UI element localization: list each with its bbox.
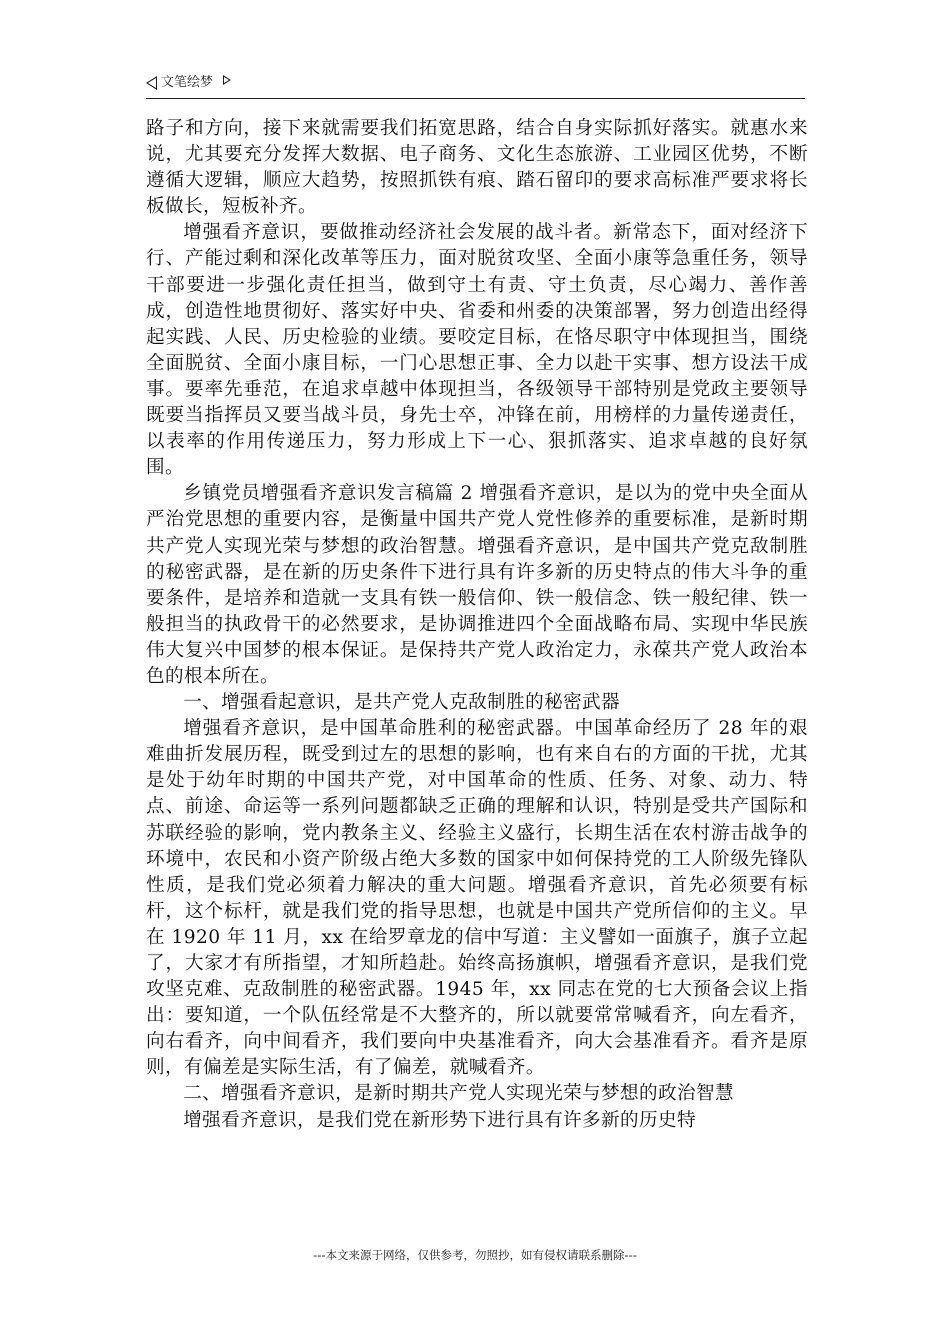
header-inner: [146, 74, 231, 92]
section-heading: 一、增强看起意识，是共产党人克敌制胜的秘密武器: [183, 692, 621, 714]
paragraph: 增强看齐意识，是中国革命胜利的秘密武器。中国革命经历了 28 年的艰难曲折发展历程，既受到过左的思想的影响，也有来自右的方面的干扰，尤其是处于幼年时期的中国共产党，对中国革命的性质、任务、对象、动力、特点、前途、命运等一系列问题都缺乏正确的理解和认识，特别是受共产国际和苏联经验的影响，党内教条主义、经验主义盛行，长期生活在农村游击战争的环境中，农民和小资产阶级占绝大多数的国家中如何保持党的工人阶级先锋队性质，是我们党必须着力解决的重大问题。增强看齐意识，首先必须要有标杆，这个标杆，就是我们党的指导思想，也就是中国共产党所信仰的主义。早在 1920 年 11 月，xx 在给罗章龙的信中写道：主义譬如一面旗子，旗子立起了，大家才有所指望，才知所趋赴。始终高扬旗帜，增强看齐意识，是我们党攻坚克难、克敌制胜的秘密武器。1945 年，xx 同志在党的七大预备会议上指出：要知道，一个队伍经常是不大整齐的，所以就要常常喊看齐，向左看齐，向右看齐，向中间看齐，我们要向中央基准看齐，向大会基准看齐。看齐是原则，有偏差是实际生活，有了偏差，就喊看齐。: [146, 718, 808, 1079]
paragraph: 增强看齐意识，要做推动经济社会发展的战斗者。新常态下，面对经济下行、产能过剩和深化改革等压力，面对脱贫攻坚、全面小康等急重任务，领导干部要进一步强化责任担当，做到守土有责、守土负责，尽心竭力、善作善成，创造性地贯彻好、落实好中央、省委和州委的决策部署，努力创造出经得起实践、人民、历史检验的业绩。要咬定目标，在恪尽职守中体现担当，围绕全面脱贫、全面小康目标，一门心思想正事、全力以赴干实事、想方设法干成事。要率先垂范，在追求卓越中体现担当，各级领导干部特别是党政主要领导既要当指挥员又要当战斗员，身先士卒，冲锋在前，用榜样的力量传递责任，以表率的作用传递压力，努力形成上下一心、狠抓落实、追求卓越的良好氛围。: [146, 222, 808, 479]
triangle-left-icon: [146, 76, 157, 90]
section-heading: 二、增强看齐意识，是新时期共产党人实现光荣与梦想的政治智慧: [183, 1083, 735, 1105]
page-header: [146, 74, 805, 99]
header-title: 文笔绘梦: [161, 75, 214, 90]
paragraph: 乡镇党员增强看齐意识发言稿篇 2 增强看齐意识，是以为的党中央全面从严治党思想的重要内容，是衡量中国共产党人党性修养的重要标准，是新时期共产党人实现光荣与梦想的政治智慧。增强看齐意识，是中国共产党克敌制胜的秘密武器，是在新的历史条件下进行具有许多新的历史特点的伟大斗争的重要条件，是培养和造就一支具有铁一般信仰、铁一般信念、铁一般纪律、铁一般担当的执政骨干的必然要求，是协调推进四个全面战略布局、实现中华民族伟大复兴中国梦的根本保证。是保持共产党人政治定力，永葆共产党人政治本色的根本所在。: [146, 483, 808, 687]
page-footer: ---本文来源于网络，仅供参考，勿照抄，如有侵权请联系删除---: [313, 1248, 637, 1262]
triangle-right-icon: [223, 75, 231, 85]
paragraph: 路子和方向，接下来就需要我们拓宽思路，结合自身实际抓好落实。就惠水来说，尤其要充分发挥大数据、电子商务、文化生态旅游、工业园区优势，不断遵循大逻辑，顺应大趋势，按照抓铁有痕、踏石留印的要求高标准严要求将长板做长，短板补齐。: [146, 118, 808, 218]
paragraph: 增强看齐意识，是我们党在新形势下进行具有许多新的历史特: [183, 1109, 697, 1131]
document-body: [146, 116, 808, 1134]
